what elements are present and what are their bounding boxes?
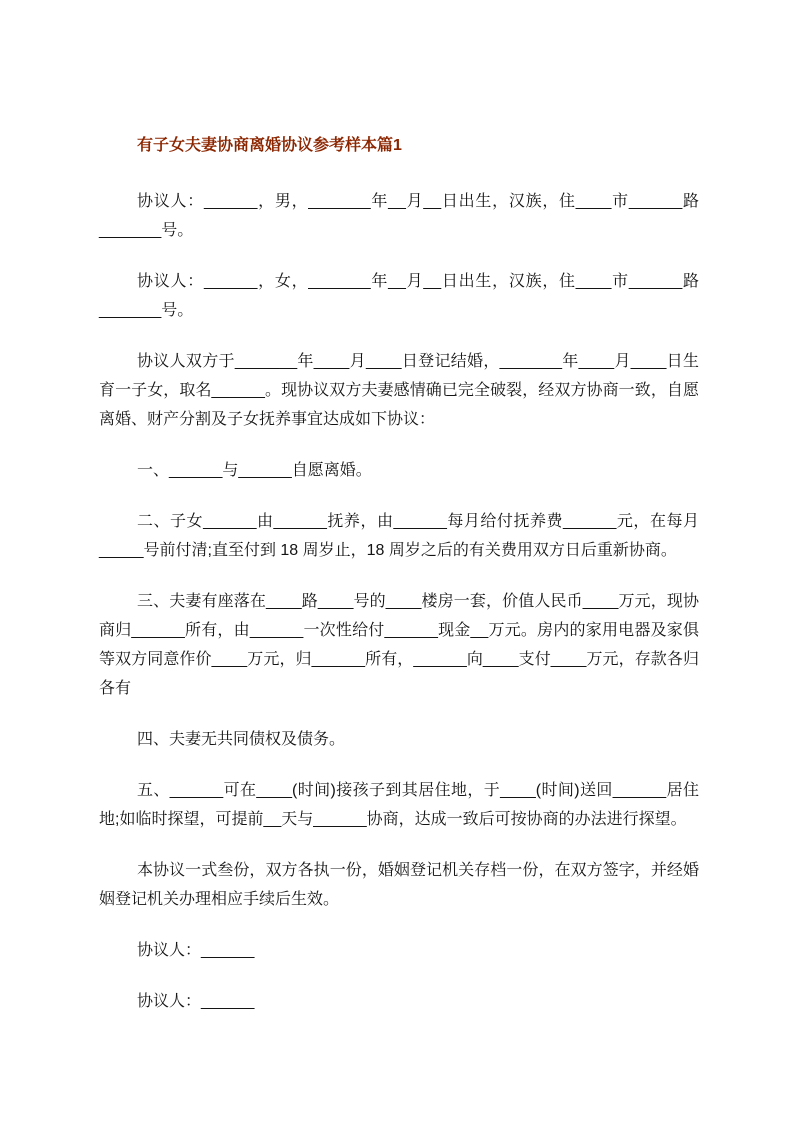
signature-party-b: 协议人：______	[137, 993, 255, 1010]
clause-4-debts: 四、夫妻无共同债权及债务。	[137, 731, 346, 748]
paragraph-effectiveness: 本协议一式叁份，双方各执一份，婚姻登记机关存档一份，在双方签字，并经婚姻登记机关办理相应手续后生效。	[99, 862, 699, 908]
paragraph-preamble: 协议人双方于_______年____月____日登记结婚，_______年____月____日生育一子女，取名______。现协议双方夫妻感情确已完全破裂，经双方协商一致，自愿离婚、财产分割及子女抚养事宜达成如下协议：	[99, 353, 699, 428]
paragraph-party-a: 协议人：______，男，_______年__月__日出生，汉族，住____市______路_______号。	[99, 193, 699, 239]
clause-2-custody: 二、子女______由______抚养，由______每月给付抚养费______元，在每月_____号前付清;直至付到 18 周岁止，18 周岁之后的有关费用双方日后重新协商。	[99, 513, 699, 559]
document-title: 有子女夫妻协商离婚协议参考样本篇1	[137, 137, 402, 154]
paragraph-party-b: 协议人：______，女，_______年__月__日出生，汉族，住____市______路_______号。	[99, 273, 699, 319]
clause-5-visitation: 五、______可在____(时间)接孩子到其居住地，于____(时间)送回______居住地;如临时探望，可提前__天与______协商，达成一致后可按协商的办法进行探望。	[99, 782, 699, 828]
clause-3-property: 三、夫妻有座落在____路____号的____楼房一套，价值人民币____万元，现协商归______所有，由______一次性给付______现金__万元。房内的家用电器及家俱等双方同意作价____万元，归______所有，______向____支付____万元，存款各归各有	[99, 593, 699, 697]
clause-1-divorce: 一、______与______自愿离婚。	[137, 462, 372, 479]
signature-party-a: 协议人：______	[137, 942, 255, 959]
